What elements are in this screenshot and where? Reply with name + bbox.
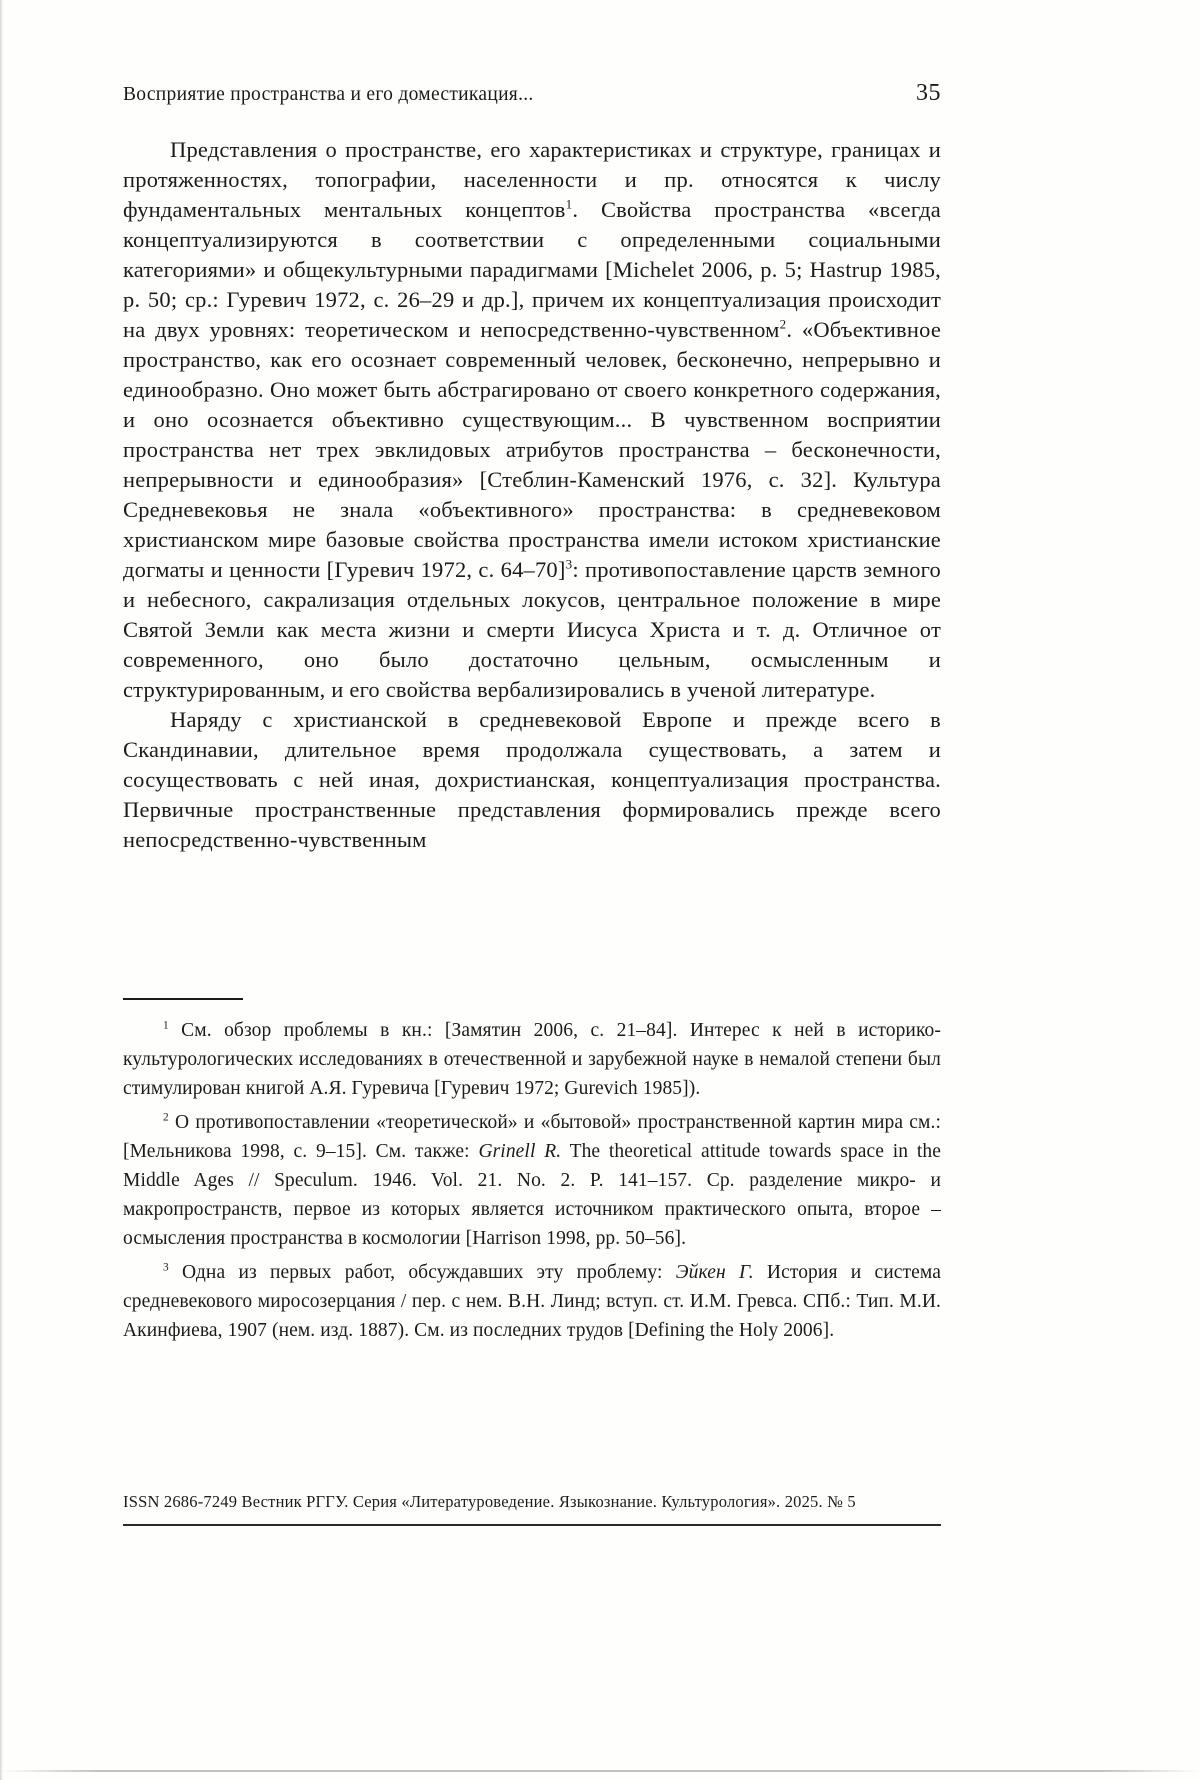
scan-artifact-left-edge [0, 0, 3, 1780]
superscript-marker: 2 [779, 316, 787, 332]
text-segment: . «Объективное пространство, как его осознает современный человек, бесконечно, непрерывно и единообразно. Оно может быть абстрагировано от своего конкретного содержания, и оно осознается объективно существующим... В чувственном восприятии пространства нет трех эвклидовых атрибутов пространства – бесконечности, непрерывности и единообразия» [Стеблин-Каменский 1976, с. 32]. Культура Средневековья не знала «объективного» пространства: в средневековом христианском мире базовые свойства пространства имели истоком христианские догматы и ценности [Гуревич 1972, с. 64–70] [123, 317, 942, 582]
text-segment: . Свойства пространства «всегда концептуализируются в соответствии с определенными социальными категориями» и общекультурными парадигмами [Michelet 2006, p. 5; Hastrup 1985, p. 50; ср.: Гуревич 1972, с. 26–29 и др.], причем их концептуализация происходит на двух уровнях: теоретическом и непосредственно-чувственном [123, 197, 941, 342]
text-segment: История и система средневекового миросозерцания / пер. с нем. В.Н. Линд; вступ. ст. И.М. Гревса. СПб.: Тип. М.И. Акинфиева, 1907 (нем. изд. 1887). См. из последних трудов [Defining the Holy 2006]. [123, 1262, 941, 1341]
footer-issn-journal-line: ISSN 2686-7249 Вестник РГГУ. Серия «Литературоведение. Языкознание. Культурология». 2025. № 5 [123, 1492, 856, 1511]
superscript-marker: 3 [565, 556, 573, 572]
text-segment: О противопоставлении «теоретической» и «бытовой» пространственной картин мира см.: [Мельникова 1998, с. 9–15]. См. также: [123, 1112, 941, 1162]
paragraph-2 [123, 705, 941, 855]
text-segment: См. обзор проблемы в кн.: [Замятин 2006, с. 21–84]. Интерес к ней в историко-культурологических исследованиях в отечественной и зарубежной науке в немалой степени был стимулирован книгой А.Я. Гуревича [Гуревич 1972; Gurevich 1985]). [123, 1020, 941, 1099]
text-segment: The theoretical attitude towards space in the Middle Ages // Speculum. 1946. Vol. 21. No. 2. P. 141–157. Ср. разделение микро- и макропространств, первое из которых является источником практического опыта, второе – осмысления пространства в космологии [Harrison 1998, pp. 50–56]. [123, 1141, 941, 1249]
superscript-marker: 1 [163, 1019, 169, 1032]
superscript-marker: 2 [163, 1111, 169, 1124]
text-segment: Одна из первых работ, обсуждавших эту проблему: [168, 1262, 676, 1283]
running-title: Восприятие пространства и его доместикация... [123, 84, 534, 105]
footnote-2 [123, 1108, 941, 1253]
footnote-separator-rule [123, 998, 243, 1000]
italic-text: Grinell R. [478, 1141, 562, 1162]
text-segment: Наряду с христианской в средневековой Европе и прежде всего в Скандинавии, длительное время продолжала существовать, а затем и сосуществовать с ней иная, дохристианская, концептуализация пространства. Первичные пространственные представления формировались прежде всего непосредственно-чувственным [123, 707, 941, 852]
superscript-marker: 1 [565, 196, 573, 212]
page-footer [123, 1492, 941, 1526]
text-segment: Представления о пространстве, его характеристиках и структуре, границах и протяженностях, топографии, населенности и пр. относятся к числу фундаментальных ментальных концептов [123, 137, 941, 222]
page-header [123, 80, 941, 107]
superscript-marker: 3 [163, 1261, 169, 1274]
body-text [123, 135, 941, 855]
scan-artifact-bottom-edge [0, 1770, 1200, 1772]
paragraph-1 [123, 135, 941, 705]
text-segment: : противопоставление царств земного и небесного, сакрализация отдельных локусов, центральное положение в мире Святой Земли как места жизни и смерти Иисуса Христа и т. д. Отличное от современного, оно было достаточно цельным, осмысленным и структурированным, и его свойства вербализировались в ученой литературе. [123, 557, 941, 702]
footnote-1 [123, 1016, 941, 1103]
page-number: 35 [916, 80, 941, 106]
footnote-3 [123, 1258, 941, 1345]
italic-text: Эйкен Г. [675, 1262, 754, 1283]
footnotes-block [123, 1016, 941, 1345]
